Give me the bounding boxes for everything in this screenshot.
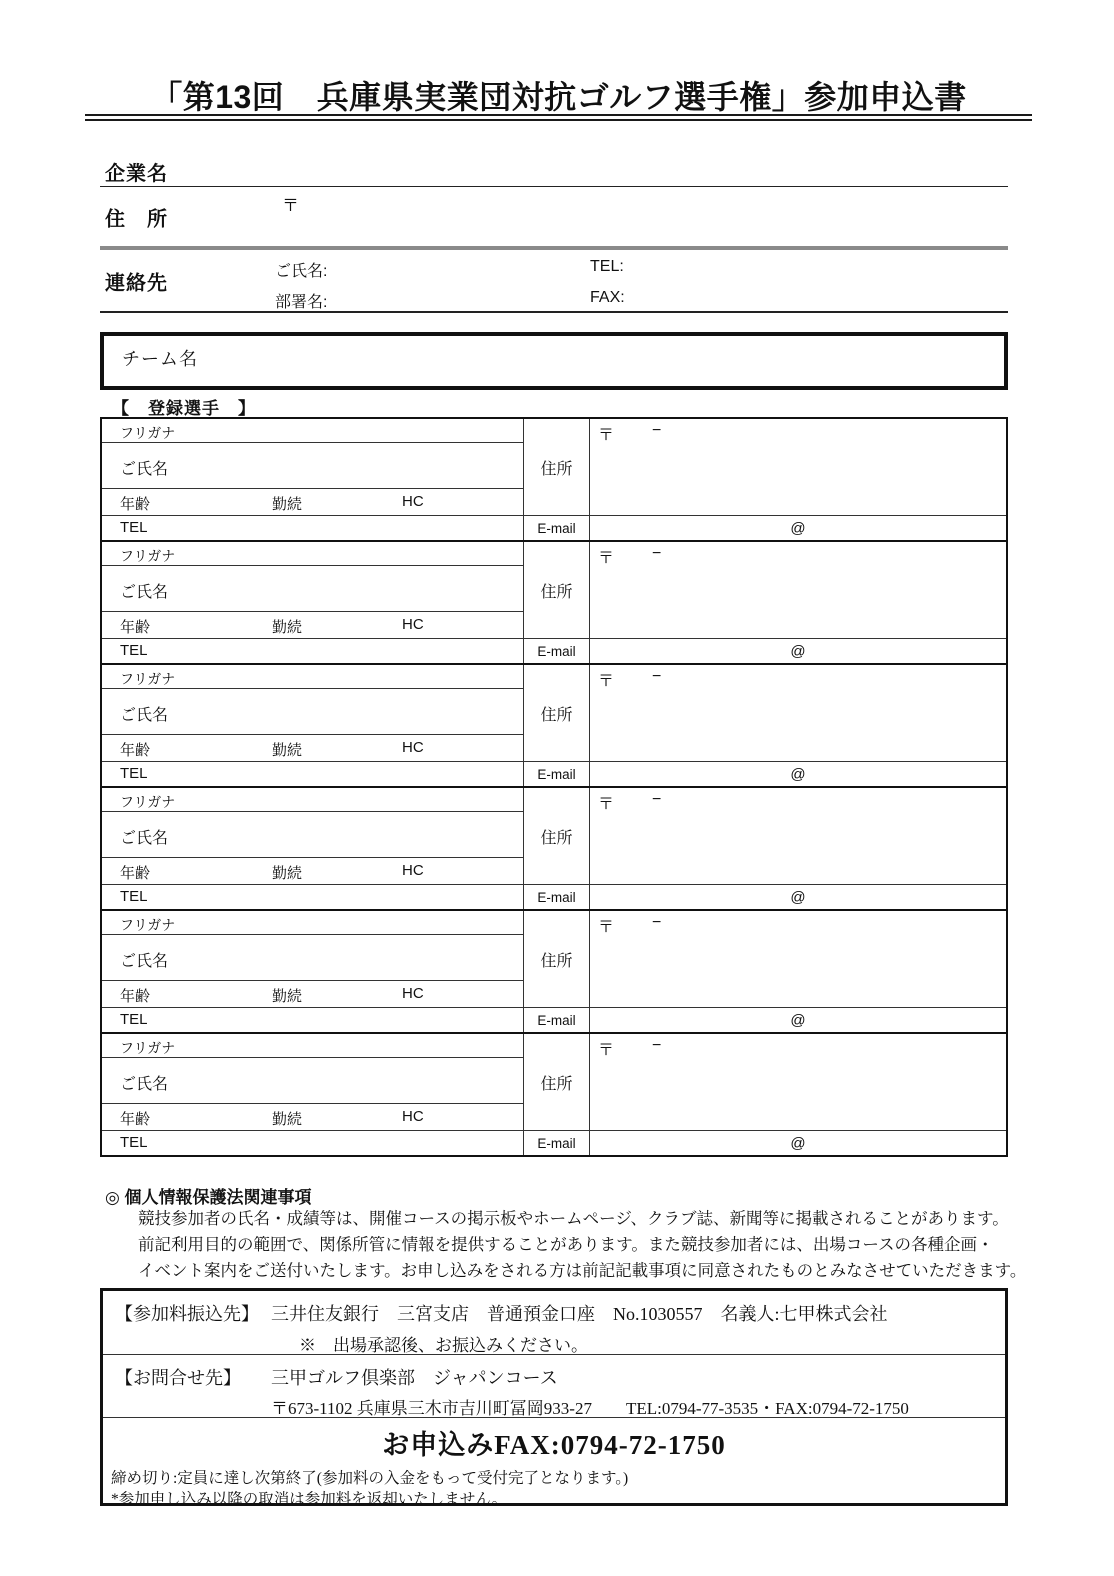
company-name-row (100, 143, 1008, 187)
years-of-service-label: 勤続 (272, 496, 303, 513)
player-name-cell: ご氏名 (102, 812, 523, 858)
player-name-cell: ご氏名 (102, 443, 523, 489)
tel-cell: TEL (102, 638, 523, 663)
age-service-hc-cell (102, 1104, 523, 1130)
company-address-row (100, 187, 1008, 250)
inquiry-row (103, 1355, 1005, 1418)
tel-cell: TEL (102, 515, 523, 540)
contact-dept-label: 部署名: (275, 294, 328, 311)
address-value-cell (590, 665, 1006, 761)
address-label-cell: 住所 (523, 911, 590, 1007)
years-of-service-label: 勤続 (272, 1111, 303, 1128)
privacy-line: 前記利用目的の範囲で、関係所管に情報を提供することがあります。また競技参加者には、出場コースの各種企画・ (138, 1236, 994, 1254)
postal-mark: 〒 (598, 919, 615, 936)
age-service-hc-cell (102, 981, 523, 1007)
tel-cell: TEL (102, 1130, 523, 1155)
footer-info-box (100, 1288, 1008, 1506)
years-of-service-label: 勤続 (272, 865, 303, 882)
email-value-cell: @ (590, 761, 1006, 786)
age-label: 年齢 (120, 1111, 151, 1128)
email-value-cell: @ (590, 1130, 1006, 1155)
address-label-cell: 住所 (523, 665, 590, 761)
furigana-cell: フリガナ (102, 665, 523, 689)
age-label: 年齢 (120, 496, 151, 513)
postal-mark: 〒 (598, 1042, 615, 1059)
furigana-cell: フリガナ (102, 542, 523, 566)
email-label-cell: E-mail (523, 638, 590, 663)
handicap-label: HC (402, 616, 424, 633)
privacy-line: イベント案内をご送付いたします。お申し込みをされる方は前記記載事項に同意されたものとみなさせていただきます。 (138, 1262, 1027, 1280)
company-name-label: 企業名 (105, 163, 168, 185)
address-value-cell (590, 911, 1006, 1007)
furigana-cell: フリガナ (102, 788, 523, 812)
registered-players-title: 【 登録選手 】 (112, 399, 256, 418)
player-block (102, 542, 1006, 665)
page-title: 「第13回 兵庫県実業団対抗ゴルフ選手権」参加申込書 (150, 79, 967, 115)
years-of-service-label: 勤続 (272, 619, 303, 636)
inquiry-label: 【お問合せ先】 (115, 1368, 241, 1388)
tel-cell: TEL (102, 884, 523, 909)
postal-dash: − (652, 1037, 662, 1054)
address-value-cell (590, 419, 1006, 515)
email-value-cell: @ (590, 884, 1006, 909)
age-service-hc-cell (102, 858, 523, 884)
player-block (102, 788, 1006, 911)
application-fax-heading: お申込みFAX:0794-72-1750 (382, 1430, 726, 1460)
furigana-cell: フリガナ (102, 1034, 523, 1058)
email-label-cell: E-mail (523, 1130, 590, 1155)
age-label: 年齢 (120, 742, 151, 759)
registered-players-table (100, 417, 1008, 1157)
cancel-note: *参加申し込み以降の取消は参加料を返却いたしません。 (111, 1491, 508, 1508)
team-name-box (100, 332, 1008, 390)
email-value-cell: @ (590, 638, 1006, 663)
email-value-cell: @ (590, 515, 1006, 540)
player-block (102, 911, 1006, 1034)
contact-tel-label: TEL: (590, 258, 624, 275)
privacy-line: 競技参加者の氏名・成績等は、開催コースの掲示板やホームページ、クラブ誌、新聞等に掲載されることがあります。 (138, 1210, 1009, 1228)
inquiry-club-name: 三甲ゴルフ倶楽部 ジャパンコース (271, 1368, 558, 1388)
contact-label: 連絡先 (105, 272, 168, 294)
payment-row (103, 1291, 1005, 1355)
age-service-hc-cell (102, 735, 523, 761)
address-label-cell: 住所 (523, 788, 590, 884)
contact-name-label: ご氏名: (275, 263, 328, 280)
player-name-cell: ご氏名 (102, 689, 523, 735)
age-label: 年齢 (120, 988, 151, 1005)
years-of-service-label: 勤続 (272, 742, 303, 759)
years-of-service-label: 勤続 (272, 988, 303, 1005)
postal-dash: − (652, 422, 662, 439)
postal-dash: − (652, 914, 662, 931)
payment-note: ※ 出場承認後、お振込みください。 (299, 1336, 588, 1355)
age-label: 年齢 (120, 865, 151, 882)
payment-bank-info: 三井住友銀行 三宮支店 普通預金口座 No.1030557 名義人:七甲株式会社 (271, 1304, 888, 1324)
title-underline (85, 114, 1032, 121)
footer-notes (103, 1462, 1005, 1510)
address-label-cell: 住所 (523, 542, 590, 638)
age-label: 年齢 (120, 619, 151, 636)
payment-label: 【参加料振込先】 (115, 1304, 259, 1324)
age-service-hc-cell (102, 489, 523, 515)
postal-mark: 〒 (282, 196, 299, 215)
postal-mark: 〒 (598, 550, 615, 567)
handicap-label: HC (402, 739, 424, 756)
postal-dash: − (652, 545, 662, 562)
furigana-cell: フリガナ (102, 419, 523, 443)
postal-mark: 〒 (598, 673, 615, 690)
contact-row (100, 250, 1008, 313)
email-label-cell: E-mail (523, 761, 590, 786)
tel-cell: TEL (102, 1007, 523, 1032)
tel-cell: TEL (102, 761, 523, 786)
address-value-cell (590, 1034, 1006, 1130)
postal-dash: − (652, 791, 662, 808)
handicap-label: HC (402, 493, 424, 510)
handicap-label: HC (402, 862, 424, 879)
postal-mark: 〒 (598, 427, 615, 444)
player-block (102, 665, 1006, 788)
player-block (102, 419, 1006, 542)
player-name-cell: ご氏名 (102, 935, 523, 981)
company-address-label: 住 所 (105, 208, 168, 230)
email-label-cell: E-mail (523, 1007, 590, 1032)
player-name-cell: ご氏名 (102, 566, 523, 612)
email-label-cell: E-mail (523, 884, 590, 909)
privacy-heading: ◎ 個人情報保護法関連事項 (105, 1188, 312, 1207)
address-value-cell (590, 788, 1006, 884)
handicap-label: HC (402, 1108, 424, 1125)
address-value-cell (590, 542, 1006, 638)
age-service-hc-cell (102, 612, 523, 638)
address-label-cell: 住所 (523, 1034, 590, 1130)
contact-fax-label: FAX: (590, 289, 625, 306)
inquiry-address: 〒673-1102 兵庫県三木市吉川町冨岡933-27 TEL:0794-77-3535・FAX:0794-72-1750 (271, 1399, 909, 1418)
deadline-note: 締め切り:定員に達し次第終了(参加料の入金をもって受付完了となります。) (111, 1470, 629, 1487)
privacy-text (138, 1206, 1027, 1284)
address-label-cell: 住所 (523, 419, 590, 515)
furigana-cell: フリガナ (102, 911, 523, 935)
postal-mark: 〒 (598, 796, 615, 813)
email-label-cell: E-mail (523, 515, 590, 540)
player-block (102, 1034, 1006, 1155)
team-name-label: チーム名 (122, 349, 198, 369)
handicap-label: HC (402, 985, 424, 1002)
player-name-cell: ご氏名 (102, 1058, 523, 1104)
email-value-cell: @ (590, 1007, 1006, 1032)
postal-dash: − (652, 668, 662, 685)
